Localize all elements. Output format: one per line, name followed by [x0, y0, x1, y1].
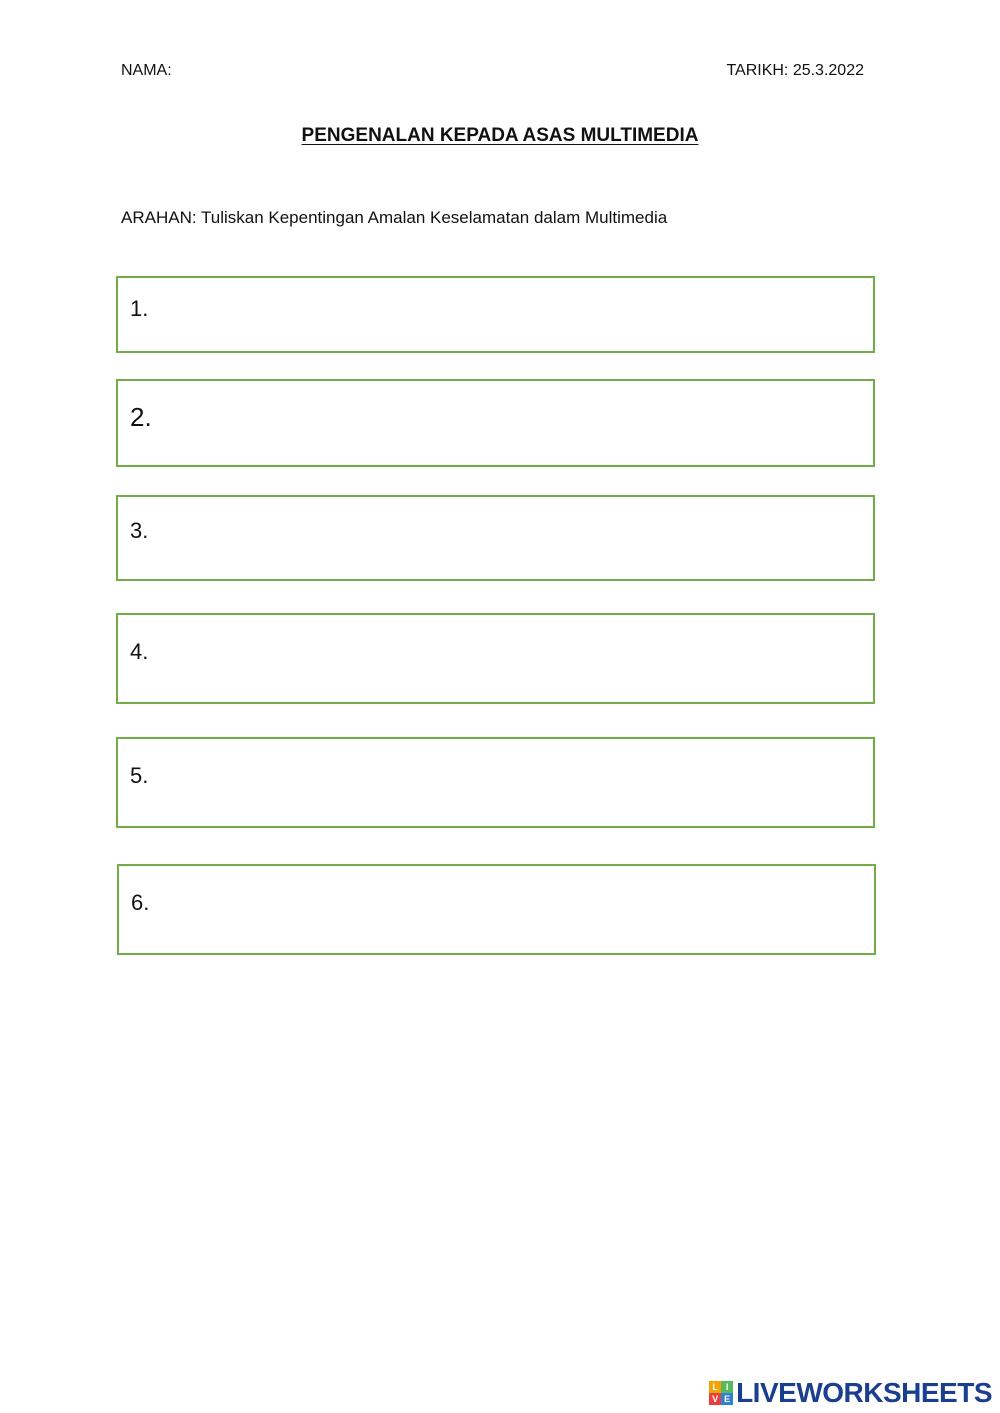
answer-input-6[interactable] — [163, 874, 864, 945]
answer-box-2 — [116, 379, 875, 467]
answer-input-2[interactable] — [162, 389, 863, 457]
name-label: NAMA: — [121, 62, 172, 79]
answer-number: 5. — [130, 763, 149, 788]
answer-input-5[interactable] — [162, 747, 863, 818]
logo-tile: E — [721, 1393, 733, 1405]
liveworksheets-branding — [709, 1376, 992, 1410]
answer-input-4[interactable] — [162, 623, 863, 694]
answer-input-1[interactable] — [162, 286, 863, 343]
answer-input-3[interactable] — [162, 505, 863, 571]
logo-tile: I — [721, 1381, 733, 1393]
answer-number: 1. — [130, 296, 149, 321]
logo-tile: L — [709, 1381, 721, 1393]
answer-box-3 — [116, 495, 875, 581]
instruction-text: ARAHAN: Tuliskan Kepentingan Amalan Keselamatan dalam Multimedia — [121, 208, 668, 227]
liveworksheets-logo-icon — [709, 1381, 733, 1405]
answer-number: 6. — [131, 890, 150, 915]
answer-box-5 — [116, 737, 875, 828]
page-title: PENGENALAN KEPADA ASAS MULTIMEDIA — [301, 125, 699, 146]
answer-box-6 — [117, 864, 876, 955]
liveworksheets-wordmark: LIVEWORKSHEETS — [736, 1377, 992, 1408]
answer-number: 4. — [130, 639, 149, 664]
answer-number: 2. — [130, 402, 152, 432]
logo-tile: V — [709, 1393, 721, 1405]
answer-box-4 — [116, 613, 875, 704]
answer-box-1 — [116, 276, 875, 353]
date-label: TARIKH: 25.3.2022 — [726, 62, 864, 79]
answer-number: 3. — [130, 518, 149, 543]
